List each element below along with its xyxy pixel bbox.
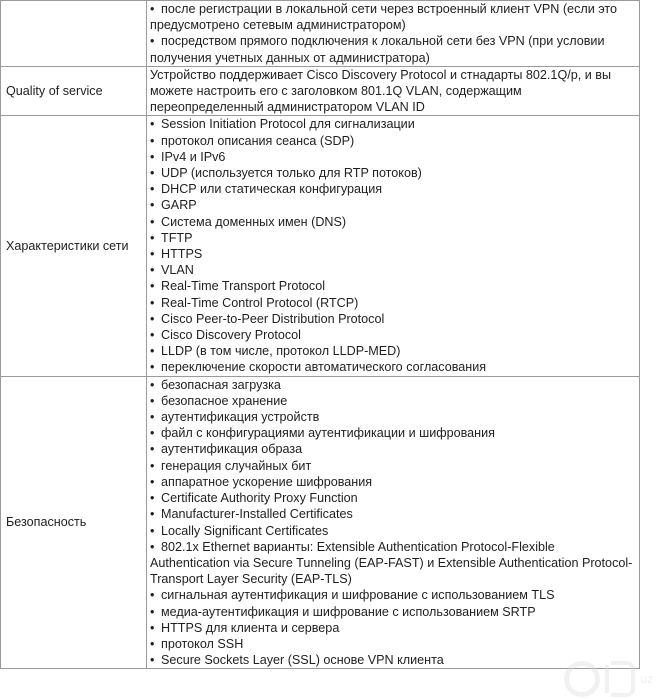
list-item-text: аутентификация устройств <box>161 410 320 425</box>
list-item-text: DHCP или статическая конфигурация <box>161 182 383 197</box>
list-item <box>150 359 637 375</box>
bullet-icon: • <box>150 588 155 603</box>
row-label: Quality of service <box>1 66 147 116</box>
list-item-text: HTTPS <box>161 247 203 262</box>
bullet-icon: • <box>150 328 155 343</box>
bullet-icon: • <box>150 458 155 473</box>
bullet-icon: • <box>150 149 155 164</box>
list-item <box>150 295 637 311</box>
list-item-text: после регистрации в локальной сети через встроенный клиент VPN (если это предусмотрено сетевым администратором) <box>150 2 618 33</box>
list-item <box>150 214 637 230</box>
table-row <box>1 376 640 669</box>
list-item-text: VLAN <box>161 263 194 278</box>
bullet-icon: • <box>150 263 155 278</box>
bullet-icon: • <box>150 198 155 213</box>
bullet-icon: • <box>150 539 155 554</box>
bullet-icon: • <box>150 230 155 245</box>
list-item-text: Session Initiation Protocol для сигнализации <box>161 117 415 132</box>
list-item <box>150 246 637 262</box>
row-text: Устройство поддерживает Cisco Discovery Protocol и стнадарты 802.1Q/p, и вы можете настроить его с заголовком 801.1Q VLAN, содержащим переопределенный администратором VLAN ID <box>147 66 640 116</box>
table-row <box>1 116 640 376</box>
bullet-icon: • <box>150 410 155 425</box>
list-item-text: файл с конфигурациями аутентификации и шифрования <box>161 426 495 441</box>
list-item <box>150 262 637 278</box>
list-item <box>150 523 637 539</box>
list-item <box>150 506 637 522</box>
list-item-text: Real-Time Transport Protocol <box>161 279 326 294</box>
list-item <box>150 311 637 327</box>
list-item-text: генерация случайных бит <box>161 458 312 473</box>
list-item-text: безопасная загрузка <box>161 377 281 392</box>
row-content <box>147 116 640 376</box>
bullet-icon: • <box>150 117 155 132</box>
list-item <box>150 149 637 165</box>
list-item <box>150 197 637 213</box>
list-item <box>150 490 637 506</box>
row-label: Безопасность <box>1 376 147 669</box>
bullet-icon: • <box>150 426 155 441</box>
list-item <box>150 441 637 457</box>
list-item <box>150 1 637 33</box>
row-content <box>147 376 640 669</box>
list-item-text: Locally Significant Certificates <box>161 523 329 538</box>
bullet-icon: • <box>150 344 155 359</box>
row-content <box>147 1 640 67</box>
list-item-text: посредством прямого подключения к локальной сети без VPN (при условии получения учетных данных от администратора) <box>150 34 605 65</box>
bullet-icon: • <box>150 442 155 457</box>
list-item-text: протокол SSH <box>161 636 244 651</box>
list-item-text: Real-Time Control Protocol (RTCP) <box>161 295 359 310</box>
bullet-icon: • <box>150 393 155 408</box>
list-item-text: аппаратное ускорение шифрования <box>161 474 373 489</box>
list-item <box>150 278 637 294</box>
list-item <box>150 425 637 441</box>
list-item-text: Secure Sockets Layer (SSL) основе VPN клиента <box>161 653 444 668</box>
list-item <box>150 116 637 132</box>
bullet-icon: • <box>150 182 155 197</box>
list-item <box>150 181 637 197</box>
list-item-text: переключение скорости автоматического согласования <box>161 360 487 375</box>
list-item <box>150 133 637 149</box>
bullet-icon: • <box>150 247 155 262</box>
row-label: Характеристики сети <box>1 116 147 376</box>
list-item <box>150 474 637 490</box>
list-item-text: 802.1x Ethernet варианты: Extensible Authentication Protocol-Flexible Authentication via Secure Tunneling (EAP-FAST) и Extensible Authentication Protocol-Transport Layer Security (EAP-TLS) <box>150 539 633 587</box>
bullet-icon: • <box>150 214 155 229</box>
bullet-icon: • <box>150 474 155 489</box>
bullet-icon: • <box>150 133 155 148</box>
list-item-text: GARP <box>161 198 197 213</box>
list-item <box>150 327 637 343</box>
bullet-icon: • <box>150 377 155 392</box>
list-item <box>150 587 637 603</box>
list-item <box>150 393 637 409</box>
list-item <box>150 604 637 620</box>
list-item <box>150 165 637 181</box>
bullet-icon: • <box>150 491 155 506</box>
watermark-text: uz <box>640 672 653 686</box>
bullet-icon: • <box>150 523 155 538</box>
bullet-list <box>150 1 637 66</box>
list-item-text: LLDP (в том числе, протокол LLDP-MED) <box>161 344 401 359</box>
bullet-icon: • <box>150 604 155 619</box>
bullet-icon: • <box>150 279 155 294</box>
list-item-text: Certificate Authority Proxy Function <box>161 491 358 506</box>
bullet-list <box>150 377 637 669</box>
bullet-icon: • <box>150 295 155 310</box>
table-row <box>1 66 640 116</box>
bullet-icon: • <box>150 507 155 522</box>
list-item <box>150 230 637 246</box>
list-item-text: протокол описания сеанса (SDP) <box>161 133 355 148</box>
list-item-text: UDP (используется только для RTP потоков) <box>161 166 422 181</box>
bullet-icon: • <box>150 620 155 635</box>
list-item-text: аутентификация образа <box>161 442 303 457</box>
list-item <box>150 539 637 588</box>
bullet-icon: • <box>150 2 155 16</box>
list-item <box>150 409 637 425</box>
list-item-text: IPv4 и IPv6 <box>161 149 226 164</box>
table-row <box>1 1 640 67</box>
list-item <box>150 343 637 359</box>
bullet-list <box>150 116 637 375</box>
row-label <box>1 1 147 67</box>
list-item <box>150 458 637 474</box>
list-item <box>150 377 637 393</box>
bullet-icon: • <box>150 636 155 651</box>
bullet-icon: • <box>150 166 155 181</box>
list-item-text: Cisco Peer-to-Peer Distribution Protocol <box>161 311 385 326</box>
olx-logo-icon <box>564 661 653 697</box>
list-item <box>150 620 637 636</box>
list-item-text: безопасное хранение <box>161 393 288 408</box>
bullet-icon: • <box>150 34 155 49</box>
list-item-text: Cisco Discovery Protocol <box>161 328 301 343</box>
list-item-text: Manufacturer-Installed Certificates <box>161 507 353 522</box>
bullet-icon: • <box>150 311 155 326</box>
list-item-text: HTTPS для клиента и сервера <box>161 620 340 635</box>
list-item <box>150 33 637 65</box>
bullet-icon: • <box>150 653 155 668</box>
list-item-text: Система доменных имен (DNS) <box>161 214 347 229</box>
list-item-text: медиа-аутентификация и шифрование с использованием SRTP <box>161 604 536 619</box>
bullet-icon: • <box>150 360 155 375</box>
list-item-text: TFTP <box>161 230 193 245</box>
list-item-text: сигнальная аутентификация и шифрование с использованием TLS <box>161 588 555 603</box>
list-item <box>150 636 637 652</box>
